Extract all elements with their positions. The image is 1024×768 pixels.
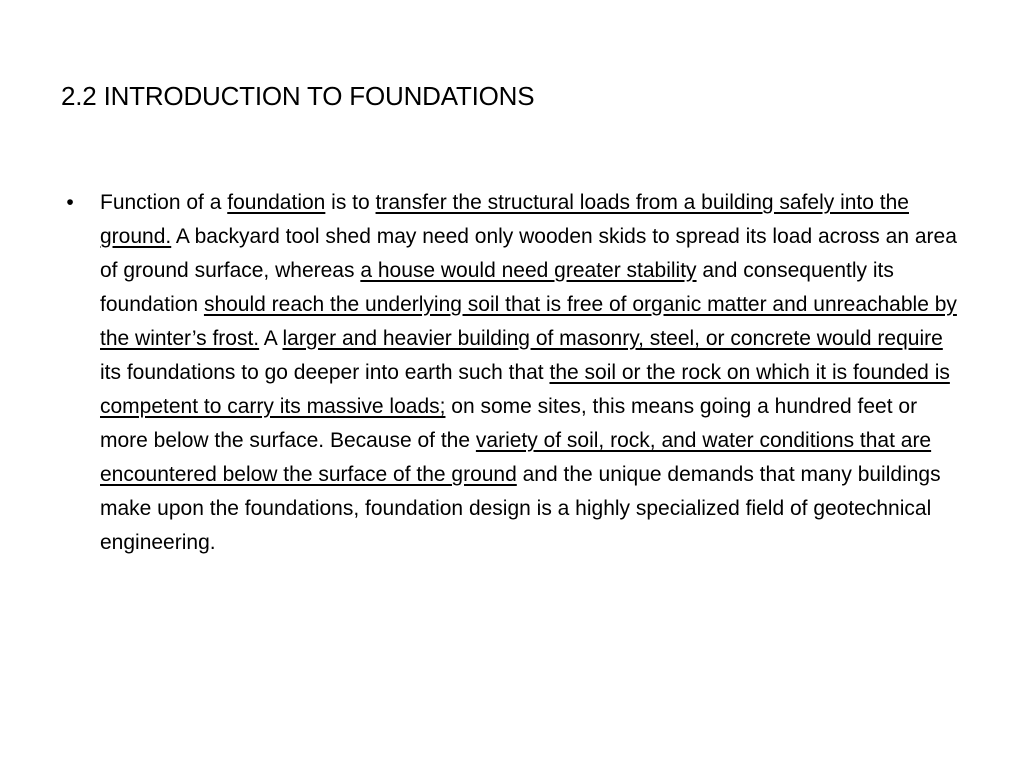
underlined-text-segment: variety of soil, rock, and water conditions that are encountered below the surface of the ground [100,429,932,486]
underlined-text-segment: should reach the underlying soil that is free of organic matter and unreachable by the winter’s frost. [100,293,957,350]
text-segment: and consequently its foundation [100,259,894,316]
bullet-dot-icon: • [66,191,74,214]
slide-title: 2.2 INTRODUCTION TO FOUNDATIONS [61,81,535,111]
text-segment: Function of a [100,191,228,214]
bullet-item [60,186,962,560]
text-segment: A [259,327,283,350]
text-segment: on some sites, this means going a hundred feet or more below the surface. Because of the [100,395,918,452]
text-segment: its foundations to go deeper into earth such that [100,361,550,384]
underlined-text-segment: the soil or the rock on which it is founded is competent to carry its massive loads; [100,361,950,418]
text-segment: is to [325,191,376,214]
underlined-text-segment: transfer the structural loads from a building safely into the ground. [100,191,909,248]
underlined-text-segment: a house would need greater stability [360,259,697,282]
bullet-text [100,186,962,560]
underlined-text-segment: larger and heavier building of masonry, steel, or concrete would require [282,327,943,350]
bullet-list [60,186,962,560]
underlined-text-segment: foundation [227,191,326,214]
text-segment: and the unique demands that many buildings make upon the foundations, foundation design is a highly specialized field of geotechnical engineering. [100,463,941,554]
text-segment: A backyard tool shed may need only wooden skids to spread its load across an area of ground surface, whereas [100,225,957,282]
